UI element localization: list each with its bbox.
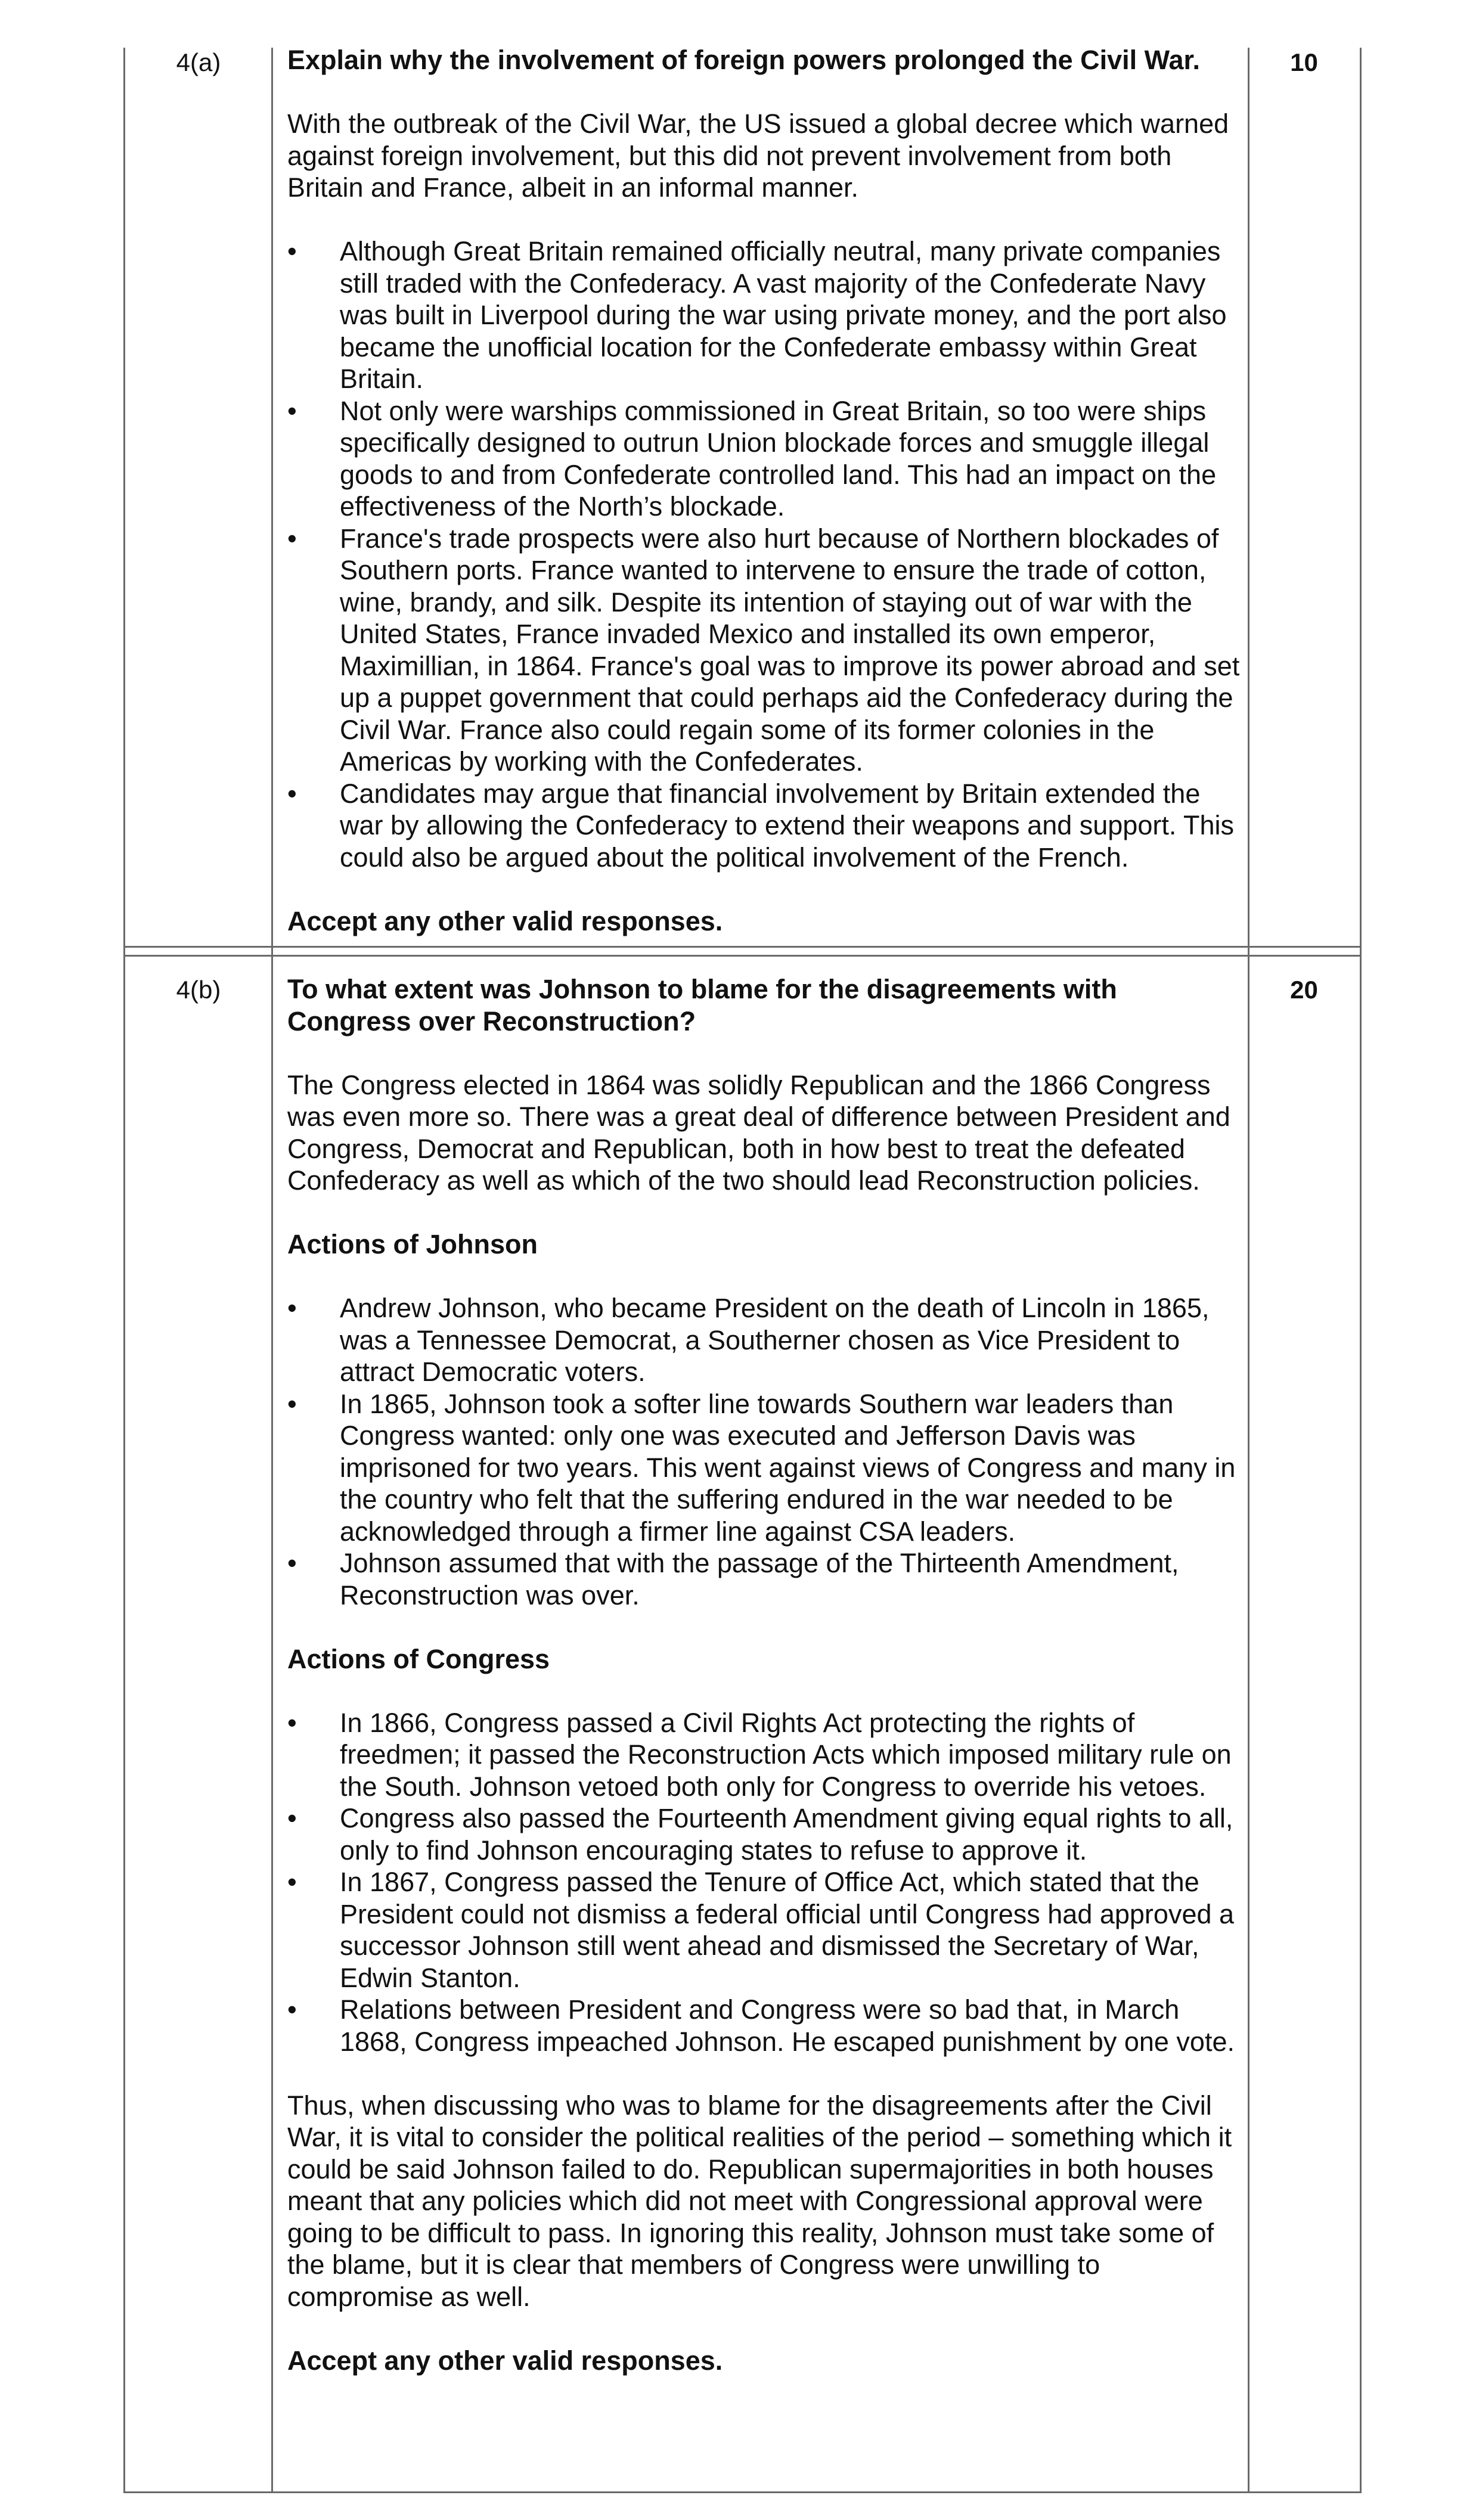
row-divider-bottom (123, 955, 1362, 957)
closing-note-4b: Accept any other valid responses. (287, 2345, 723, 2376)
bullet-icon: • (287, 1293, 297, 1323)
list-item: • Although Great Britain remained officially neutral, many private companies still traded with the Confederacy. A vast majority of the Confederate Navy was built in Liverpool during the war using private money, and the port also became the unofficial location for the Confederate embassy within Great Britain. (287, 236, 1227, 394)
bullet-icon: • (287, 1867, 297, 1897)
list-item: • France's trade prospects were also hurt because of Northern blockades of Southern ports. France wanted to intervene to ensure the trade of cotton, wine, brandy, and silk. Despite its intention of staying out of war with the United States, France invaded Mexico and installed its own emperor, Maximillian, in 1864. France's goal was to improve its power abroad and set up a puppet government that could perhaps aid the Confederacy during the Civil War. France also could regain some of its former colonies in the Americas by working with the Confederates. (287, 523, 1240, 777)
section-heading-johnson: Actions of Johnson (287, 1229, 538, 1259)
bullet-list-4a (287, 235, 1241, 873)
list-item: • Relations between President and Congress were so bad that, in March 1868, Congress impeached Johnson. He escaped punishment by one vote. (287, 1994, 1235, 2057)
question-number-4a: 4(a) (176, 48, 221, 76)
bullet-list-johnson (287, 1292, 1241, 1611)
table-bottom-border (123, 2491, 1362, 2493)
list-item: • Congress also passed the Fourteenth Amendment giving equal rights to all, only to find Johnson encouraging states to refuse to approve it. (287, 1803, 1233, 1866)
question-marks-4b: 20 (1290, 976, 1318, 1004)
bullet-icon: • (287, 236, 297, 266)
row-divider-top (123, 946, 1362, 948)
closing-note-4a: Accept any other valid responses. (287, 905, 723, 936)
list-item: • Johnson assumed that with the passage of the Thirteenth Amendment, Reconstruction was over. (287, 1548, 1179, 1610)
list-item: • Andrew Johnson, who became President on the death of Lincoln in 1865, was a Tennessee Democrat, a Southerner chosen as Vice President to attract Democratic voters. (287, 1293, 1210, 1387)
answer-guidance-4a (287, 44, 1241, 937)
list-item: • Not only were warships commissioned in Great Britain, so too were ships specifically designed to outrun Union blockade forces and smuggle illegal goods to and from Confederate controlled land. This had an impact on the effectiveness of the North’s blockade. (287, 395, 1217, 522)
answer-guidance-4b (287, 973, 1241, 2376)
list-item: • In 1867, Congress passed the Tenure of Office Act, which stated that the President could not dismiss a federal official until Congress had approved a successor Johnson still went ahead and dismissed the Secretary of War, Edwin Stanton. (287, 1867, 1235, 1993)
question-marks-4a: 10 (1290, 48, 1318, 76)
list-item: • In 1865, Johnson took a softer line towards Southern war leaders than Congress wanted: only one was executed and Jefferson Davis was imprisoned for two years. This went against views of Congress and many in the country who felt that the suffering endured in the war needed to be acknowledged through a firmer line against CSA leaders. (287, 1388, 1236, 1547)
list-item: • Candidates may argue that financial involvement by Britain extended the war by allowing the Confederacy to extend their weapons and support. This could also be argued about the political involvement of the French. (287, 778, 1235, 873)
bullet-icon: • (287, 778, 297, 809)
intro-paragraph-4b: The Congress elected in 1864 was solidly Republican and the 1866 Congress was even more so. There was a great deal of difference between President and Congress, Democrat and Republican, both in how best to treat the defeated Confederacy as well as which of the two should lead Reconstruction policies. (287, 1069, 1230, 1196)
list-item: • In 1866, Congress passed a Civil Rights Act protecting the rights of freedmen; it passed the Reconstruction Acts which imposed military rule on the South. Johnson vetoed both only for Congress to override his vetoes. (287, 1707, 1232, 1802)
table-mark-column-divider (1248, 48, 1249, 2493)
bullet-icon: • (287, 1388, 297, 1419)
question-text-4a: Explain why the involvement of foreign powers prolonged the Civil War. (287, 45, 1201, 75)
table-left-border (123, 48, 125, 2493)
question-number-4b: 4(b) (176, 976, 221, 1004)
bullet-icon: • (287, 395, 297, 426)
bullet-icon: • (287, 1548, 297, 1578)
bullet-icon: • (287, 523, 297, 554)
question-text-4b: To what extent was Johnson to blame for the disagreements with Congress over Reconstruction? (287, 974, 1117, 1036)
table-right-border (1360, 48, 1362, 2493)
bullet-icon: • (287, 1803, 297, 1833)
section-heading-congress: Actions of Congress (287, 1643, 550, 1674)
bullet-icon: • (287, 1707, 297, 1738)
intro-paragraph-4a: With the outbreak of the Civil War, the US issued a global decree which warned against foreign involvement, but this did not prevent involvement from both Britain and France, albeit in an informal manner. (287, 108, 1229, 203)
conclusion-paragraph-4b: Thus, when discussing who was to blame for the disagreements after the Civil War, it is vital to consider the political realities of the period – something which it could be said Johnson failed to do. Republican supermajorities in both houses meant that any policies which did not meet with Congressional approval were going to be difficult to pass. In ignoring this reality, Johnson must take some of the blame, but it is clear that members of Congress were unwilling to compromise as well. (287, 2090, 1232, 2312)
bullet-icon: • (287, 1994, 297, 2025)
table-number-column-divider (271, 48, 273, 2493)
bullet-list-congress (287, 1707, 1241, 2058)
